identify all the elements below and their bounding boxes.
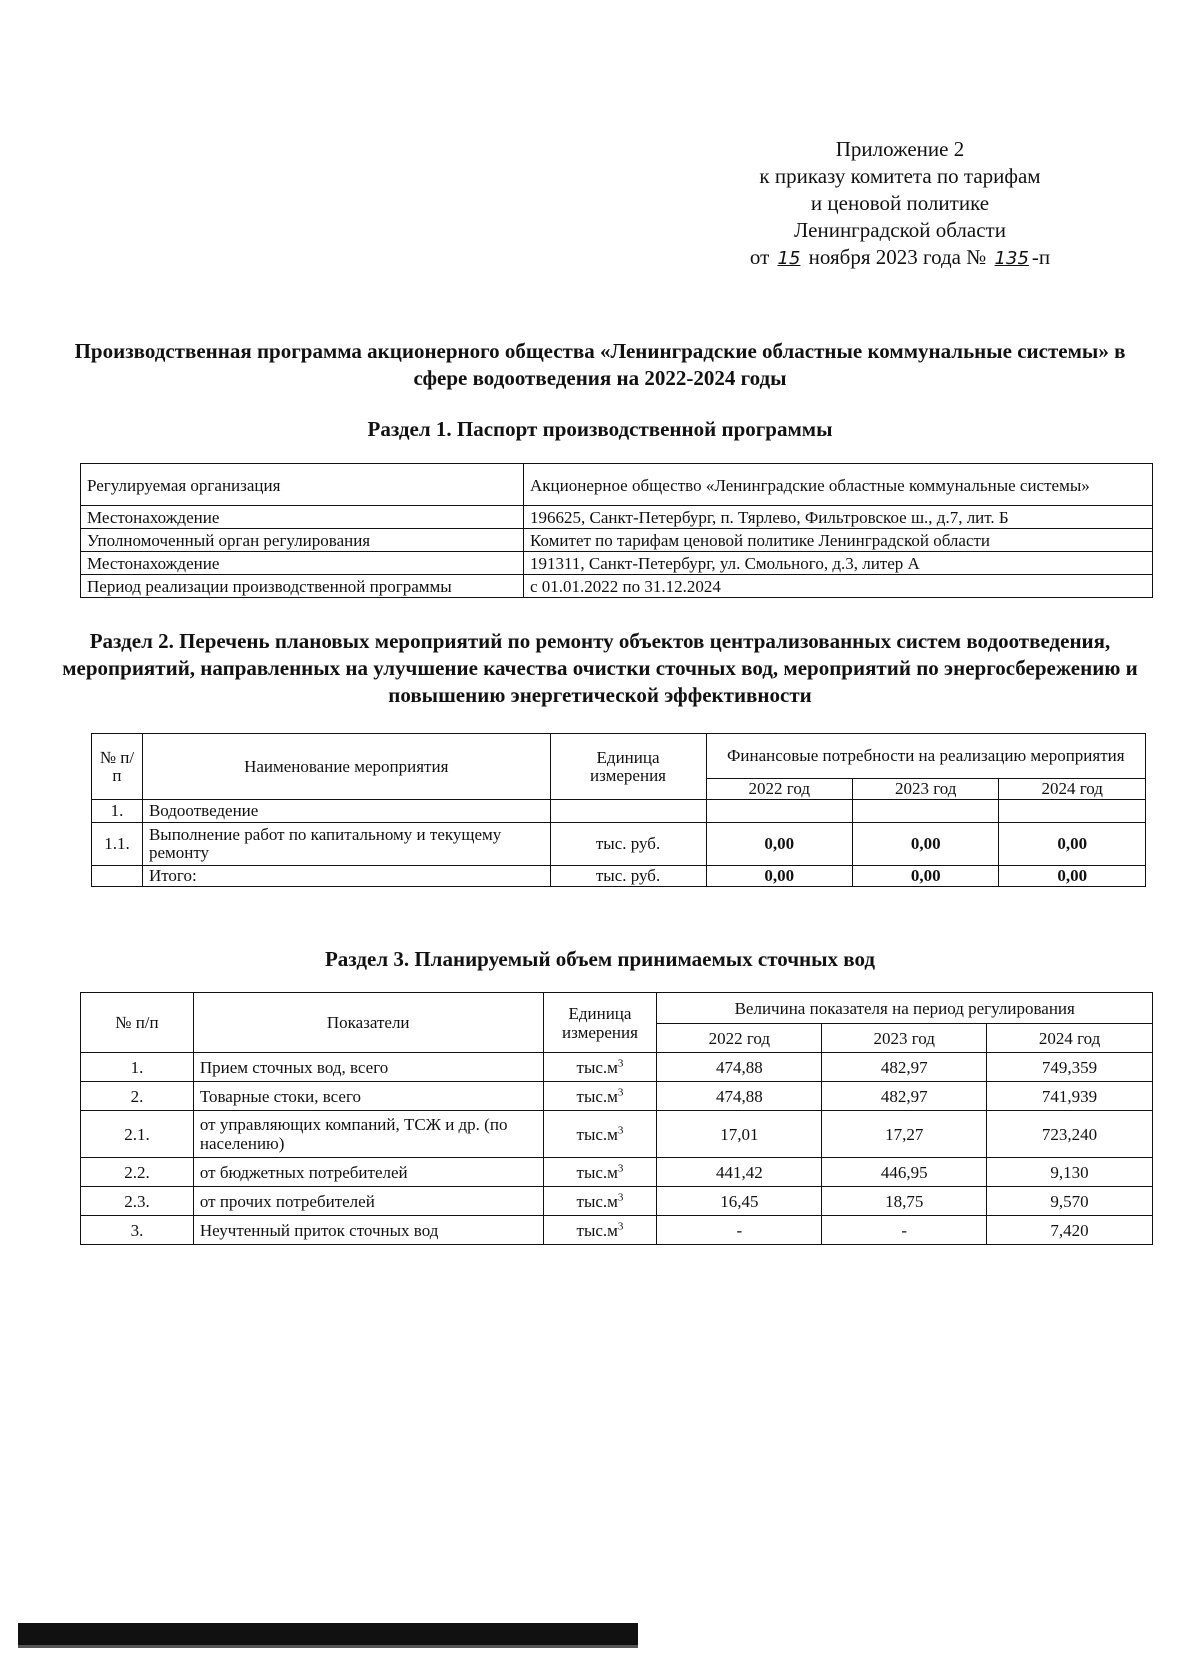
row-value-2024: 0,00 (999, 823, 1146, 866)
col-header-indicator: Показатели (193, 993, 543, 1053)
passport-table (80, 463, 1153, 598)
table-row (81, 1082, 1153, 1111)
col-header-num: № п/п (81, 993, 194, 1053)
row-value-2024: 741,939 (987, 1082, 1153, 1111)
row-value-2022 (706, 800, 852, 823)
row-unit: тыс. руб. (550, 866, 706, 887)
row-name: Неучтенный приток сточных вод (193, 1216, 543, 1245)
scan-edge-bar (18, 1623, 638, 1645)
col-header-2023: 2023 год (822, 1024, 987, 1053)
col-header-2024: 2024 год (999, 779, 1146, 800)
row-unit: $тыс.м^3$ (543, 1082, 657, 1111)
row-value-2022: 474,88 (657, 1053, 822, 1082)
passport-label: Местонахождение (81, 506, 524, 529)
row-value-2023: 17,27 (822, 1111, 987, 1158)
wastewater-volume-table (80, 992, 1153, 1245)
date-prefix: от (749, 245, 770, 269)
row-name: Товарные стоки, всего (193, 1082, 543, 1111)
row-value-2022: 16,45 (657, 1187, 822, 1216)
passport-value: 196625, Санкт-Петербург, п. Тярлево, Фильтровское ш., д.7, лит. Б (524, 506, 1153, 529)
table-header-row (81, 993, 1153, 1024)
table-row (81, 1158, 1153, 1187)
row-value-2022: 474,88 (657, 1082, 822, 1111)
table-row (81, 1216, 1153, 1245)
row-unit: $тыс.м^3$ (543, 1187, 657, 1216)
table-row (81, 1111, 1153, 1158)
row-num: 2.3. (81, 1187, 194, 1216)
table-row (81, 1053, 1153, 1082)
col-header-2022: 2022 год (657, 1024, 822, 1053)
col-header-unit: Единица измерения (550, 734, 706, 800)
row-num: 1.1. (92, 823, 143, 866)
appendix-header (700, 136, 1100, 272)
row-value-2023: 446,95 (822, 1158, 987, 1187)
row-unit: $тыс.м^3$ (543, 1053, 657, 1082)
row-value-2022: 441,42 (657, 1158, 822, 1187)
section-2-title: Раздел 2. Перечень плановых мероприятий по ремонту объектов централизованных систем водоотведения, мероприятий, направленных на улучшение качества очистки сточных вод, мероприятий по энергосбережению и повышению энергетической эффективности (62, 629, 1138, 707)
row-value-2022: 0,00 (706, 823, 852, 866)
table-row (81, 552, 1153, 575)
row-value-2023: 0,00 (853, 866, 999, 887)
row-name: от управляющих компаний, ТСЖ и др. (по населению) (193, 1111, 543, 1158)
row-name: Выполнение работ по капитальному и текущему ремонту (142, 823, 550, 866)
table-row (81, 1187, 1153, 1216)
row-num: 2.1. (81, 1111, 194, 1158)
header-line-2: к приказу комитета по тарифам (759, 164, 1041, 188)
document-title: Производственная программа акционерного общества «Ленинградские областные коммунальные системы» в сфере водоотведения на 2022-2024 годы (74, 339, 1126, 390)
section-3-title: Раздел 3. Планируемый объем принимаемых сточных вод (324, 947, 876, 971)
row-value-2023: - (822, 1216, 987, 1245)
row-value-2023: 482,97 (822, 1082, 987, 1111)
passport-value: с 01.01.2022 по 31.12.2024 (524, 575, 1153, 598)
row-value-2023: 482,97 (822, 1053, 987, 1082)
row-value-2024 (999, 800, 1146, 823)
table-row (92, 800, 1146, 823)
row-value-2024: 749,359 (987, 1053, 1153, 1082)
section-1-title: Раздел 1. Паспорт производственной программы (367, 417, 833, 441)
passport-label: Уполномоченный орган регулирования (81, 529, 524, 552)
repair-measures-table (91, 733, 1146, 887)
header-line-4: Ленинградской области (794, 218, 1006, 242)
row-name: от прочих потребителей (193, 1187, 543, 1216)
row-value-2022: 0,00 (706, 866, 852, 887)
col-header-value: Величина показателя на период регулирования (657, 993, 1153, 1024)
col-header-2024: 2024 год (987, 1024, 1153, 1053)
date-mid: ноября 2023 года № (808, 245, 987, 269)
date-day-handwritten: 15 (777, 248, 801, 269)
col-header-num: № п/п (92, 734, 143, 800)
row-num: 1. (81, 1053, 194, 1082)
row-unit: тыс. руб. (550, 823, 706, 866)
row-name: Водоотведение (142, 800, 550, 823)
header-date-line (700, 244, 1100, 272)
passport-label: Период реализации производственной программы (81, 575, 524, 598)
col-header-2022: 2022 год (706, 779, 852, 800)
row-unit: $тыс.м^3$ (543, 1158, 657, 1187)
passport-value: Акционерное общество «Ленинградские областные коммунальные системы» (524, 464, 1153, 506)
header-line-3: и ценовой политике (810, 191, 990, 215)
table-header-row (92, 734, 1146, 779)
col-header-name: Наименование мероприятия (142, 734, 550, 800)
row-unit (550, 800, 706, 823)
row-num: 1. (92, 800, 143, 823)
row-value-2023 (853, 800, 999, 823)
scan-edge-line (18, 1645, 638, 1648)
row-name: Итого: (142, 866, 550, 887)
passport-value: 191311, Санкт-Петербург, ул. Смольного, д.3, литер А (524, 552, 1153, 575)
order-number-handwritten: 135 (994, 248, 1029, 269)
passport-value: Комитет по тарифам ценовой политике Ленинградской области (524, 529, 1153, 552)
table-row-total (92, 866, 1146, 887)
row-value-2023: 18,75 (822, 1187, 987, 1216)
row-num (92, 866, 143, 887)
row-unit: $тыс.м^3$ (543, 1111, 657, 1158)
table-row (92, 823, 1146, 866)
header-line-1: Приложение 2 (835, 137, 965, 161)
col-header-finance: Финансовые потребности на реализацию мероприятия (706, 734, 1145, 779)
row-unit: $тыс.м^3$ (543, 1216, 657, 1245)
passport-label: Местонахождение (81, 552, 524, 575)
table-row (81, 575, 1153, 598)
row-name: Прием сточных вод, всего (193, 1053, 543, 1082)
row-value-2022: - (657, 1216, 822, 1245)
table-row (81, 506, 1153, 529)
table-row (81, 529, 1153, 552)
col-header-2023: 2023 год (853, 779, 999, 800)
row-value-2024: 9,570 (987, 1187, 1153, 1216)
row-value-2023: 0,00 (853, 823, 999, 866)
passport-label: Регулируемая организация (81, 464, 524, 506)
order-suffix: -п (1031, 245, 1051, 269)
row-value-2024: 7,420 (987, 1216, 1153, 1245)
row-value-2022: 17,01 (657, 1111, 822, 1158)
row-num: 3. (81, 1216, 194, 1245)
row-value-2024: 9,130 (987, 1158, 1153, 1187)
row-value-2024: 0,00 (999, 866, 1146, 887)
row-value-2024: 723,240 (987, 1111, 1153, 1158)
row-name: от бюджетных потребителей (193, 1158, 543, 1187)
row-num: 2. (81, 1082, 194, 1111)
col-header-unit: Единица измерения (543, 993, 657, 1053)
row-num: 2.2. (81, 1158, 194, 1187)
table-row (81, 464, 1153, 506)
